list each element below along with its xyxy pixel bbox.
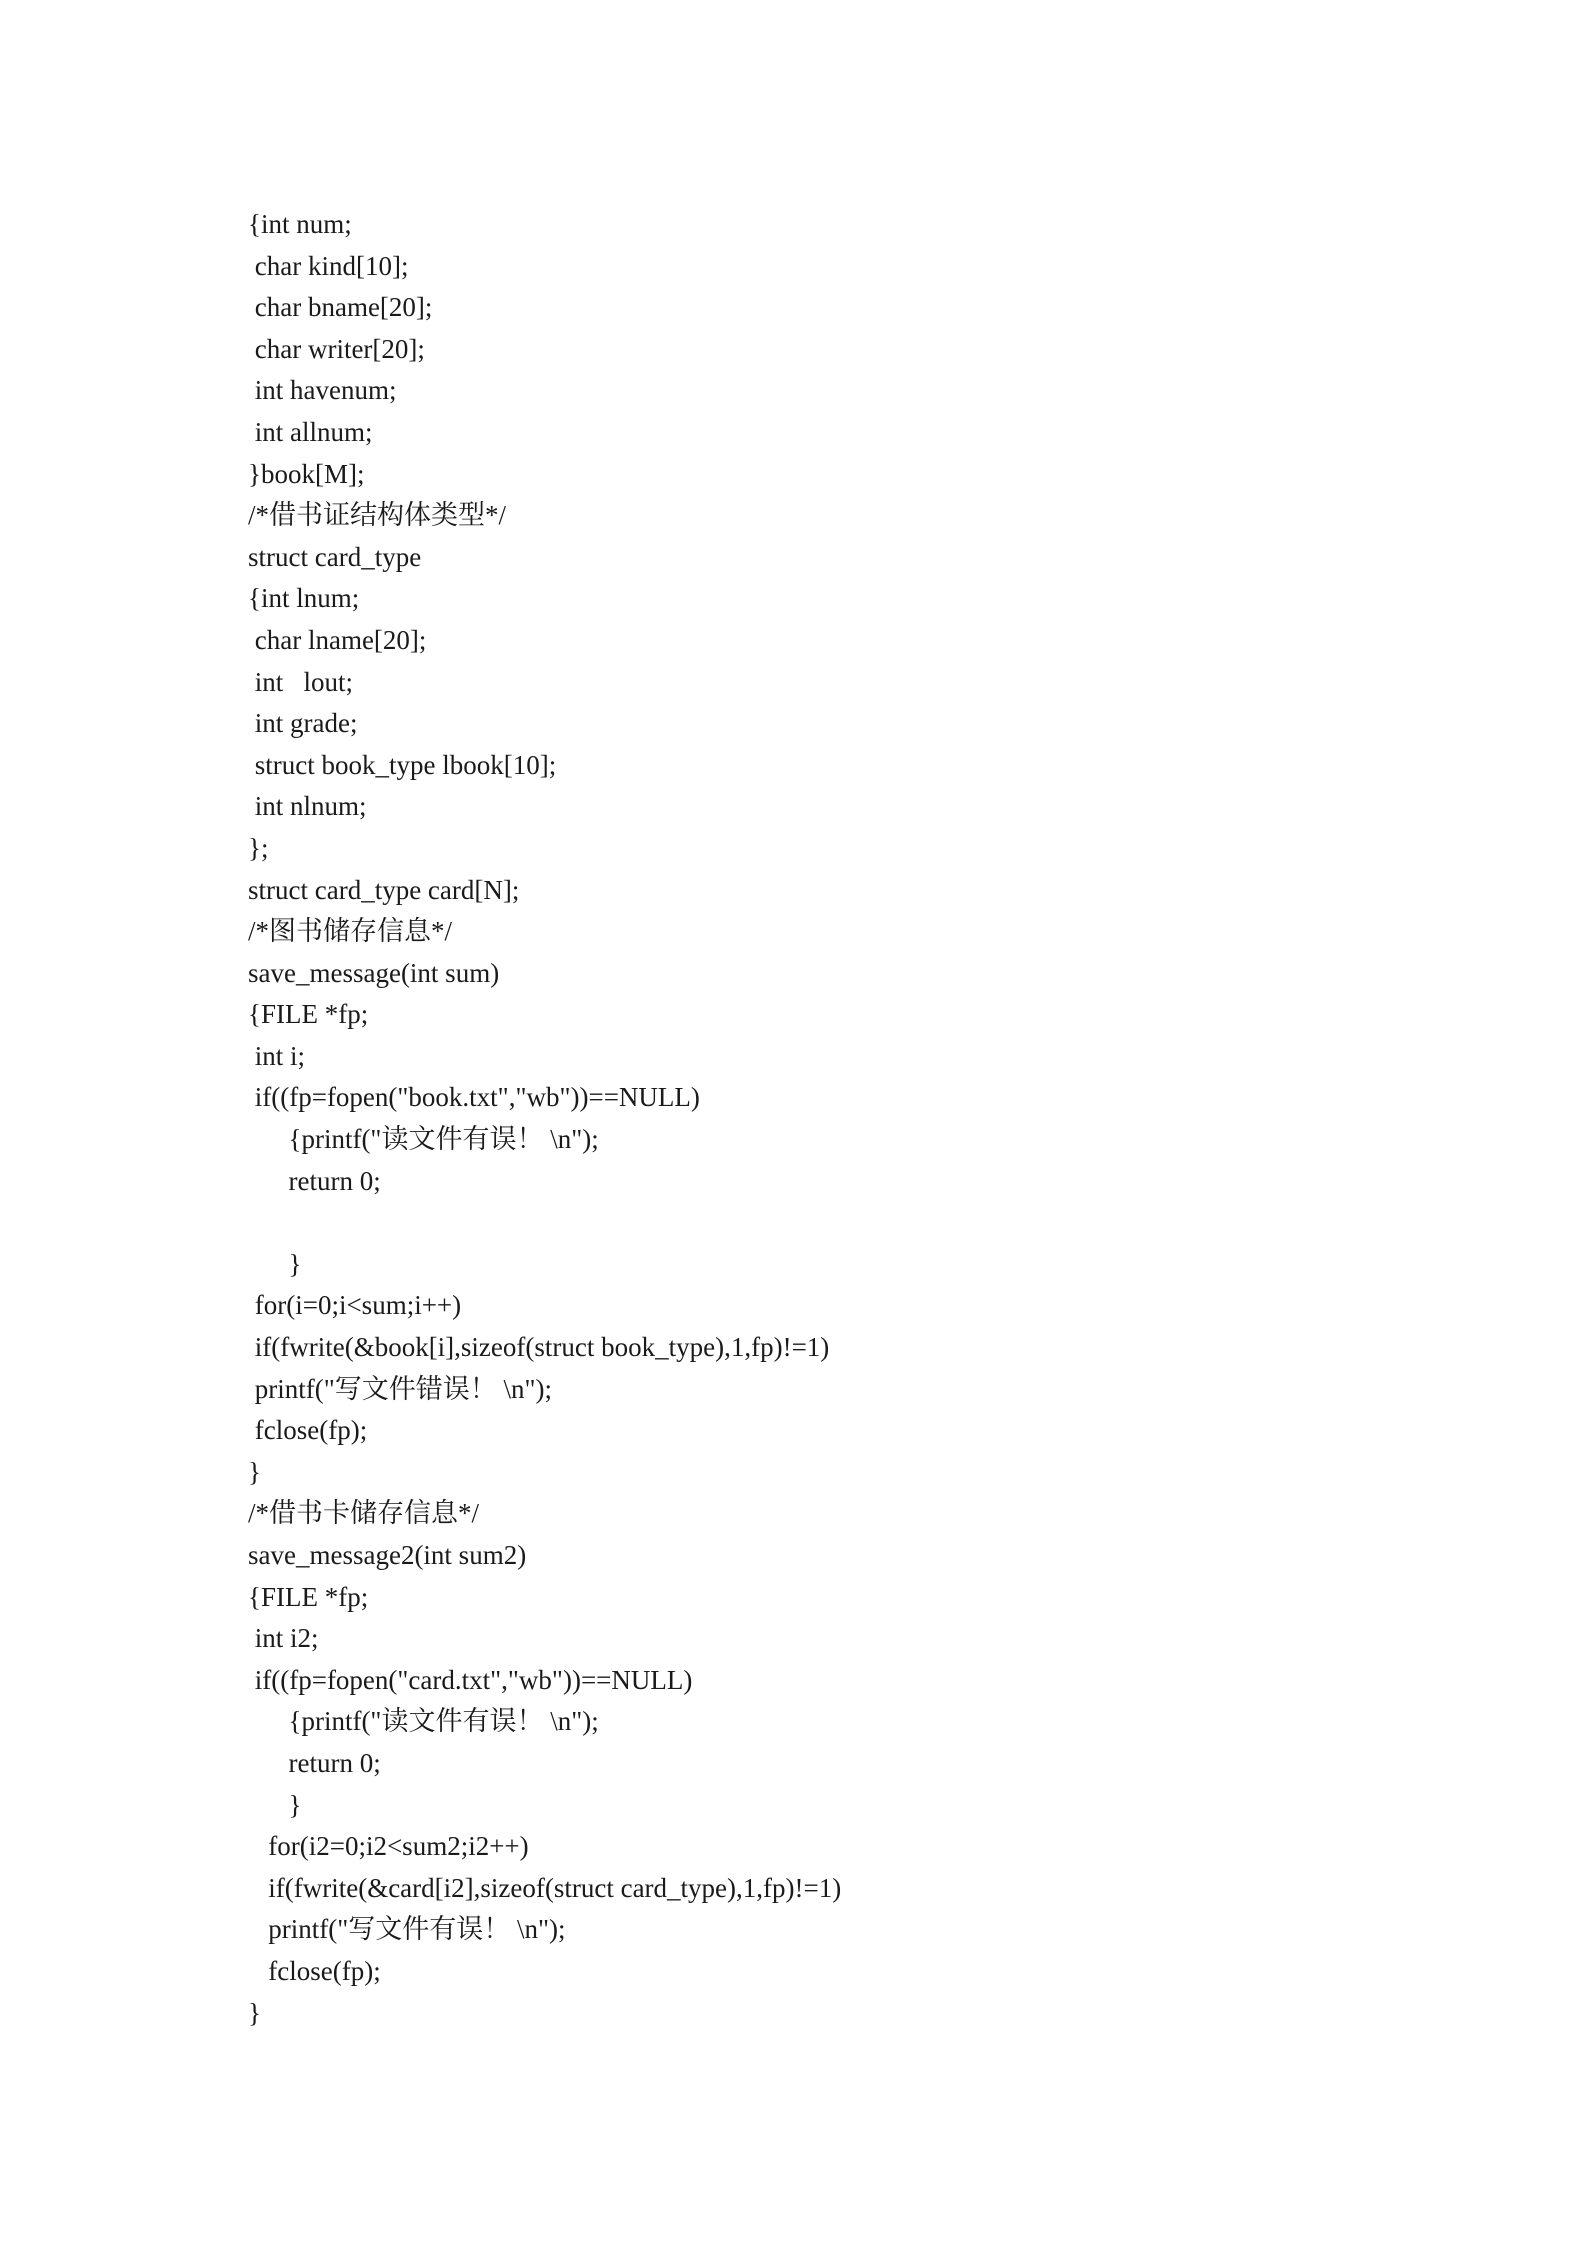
code-line: for(i=0;i<sum;i++) — [248, 1290, 462, 1321]
code-line: }book[M]; — [248, 458, 365, 489]
code-line: int grade; — [248, 708, 358, 739]
code-line: save_message(int sum) — [248, 957, 500, 988]
code-line: fclose(fp); — [248, 1415, 368, 1446]
code-comment: /*借书证结构体类型*/ — [248, 500, 507, 531]
code-line: } — [248, 1997, 261, 2028]
code-line: int i; — [248, 1040, 306, 1071]
code-listing — [248, 204, 1448, 2034]
code-line: {printf("读文件有误！ \n"); — [248, 1706, 599, 1737]
code-line: for(i2=0;i2<sum2;i2++) — [248, 1831, 529, 1862]
code-line: int havenum; — [248, 375, 397, 406]
code-line: } — [248, 1456, 261, 1487]
code-line: if((fp=fopen("book.txt","wb"))==NULL) — [248, 1082, 700, 1113]
code-line — [248, 1202, 1448, 1244]
code-line: printf("写文件错误！ \n"); — [248, 1373, 553, 1404]
code-line: return 0; — [248, 1747, 381, 1778]
code-line: {int lnum; — [248, 583, 360, 614]
code-line: if(fwrite(&card[i2],sizeof(struct card_type),1,fp)!=1) — [248, 1872, 842, 1903]
code-line: } — [248, 1248, 302, 1279]
code-line: fclose(fp); — [248, 1955, 381, 1986]
code-line: char bname[20]; — [248, 292, 433, 323]
code-line: char kind[10]; — [248, 250, 409, 281]
code-line: if(fwrite(&book[i],sizeof(struct book_type),1,fp)!=1) — [248, 1332, 830, 1363]
code-line: char writer[20]; — [248, 333, 425, 364]
code-line: {printf("读文件有误！ \n"); — [248, 1124, 599, 1155]
code-comment: /*借书卡储存信息*/ — [248, 1498, 480, 1529]
code-line: struct card_type — [248, 541, 422, 572]
code-comment: /*图书储存信息*/ — [248, 916, 453, 947]
code-line: int allnum; — [248, 416, 373, 447]
code-line: save_message2(int sum2) — [248, 1540, 527, 1570]
code-line: char lname[20]; — [248, 624, 427, 655]
code-line: int nlnum; — [248, 791, 367, 822]
code-line: struct card_type card[N]; — [248, 874, 520, 905]
code-line: {int num; — [248, 209, 352, 239]
code-line: return 0; — [248, 1165, 381, 1196]
code-line: {FILE *fp; — [248, 1581, 369, 1612]
code-line: } — [248, 1789, 302, 1820]
code-line: int lout; — [248, 666, 354, 697]
code-line: printf("写文件有误！ \n"); — [248, 1914, 566, 1945]
code-line: struct book_type lbook[10]; — [248, 749, 557, 780]
code-line: if((fp=fopen("card.txt","wb"))==NULL) — [248, 1664, 693, 1695]
code-line: int i2; — [248, 1623, 319, 1654]
code-line: {FILE *fp; — [248, 999, 369, 1030]
code-line: }; — [248, 832, 269, 863]
